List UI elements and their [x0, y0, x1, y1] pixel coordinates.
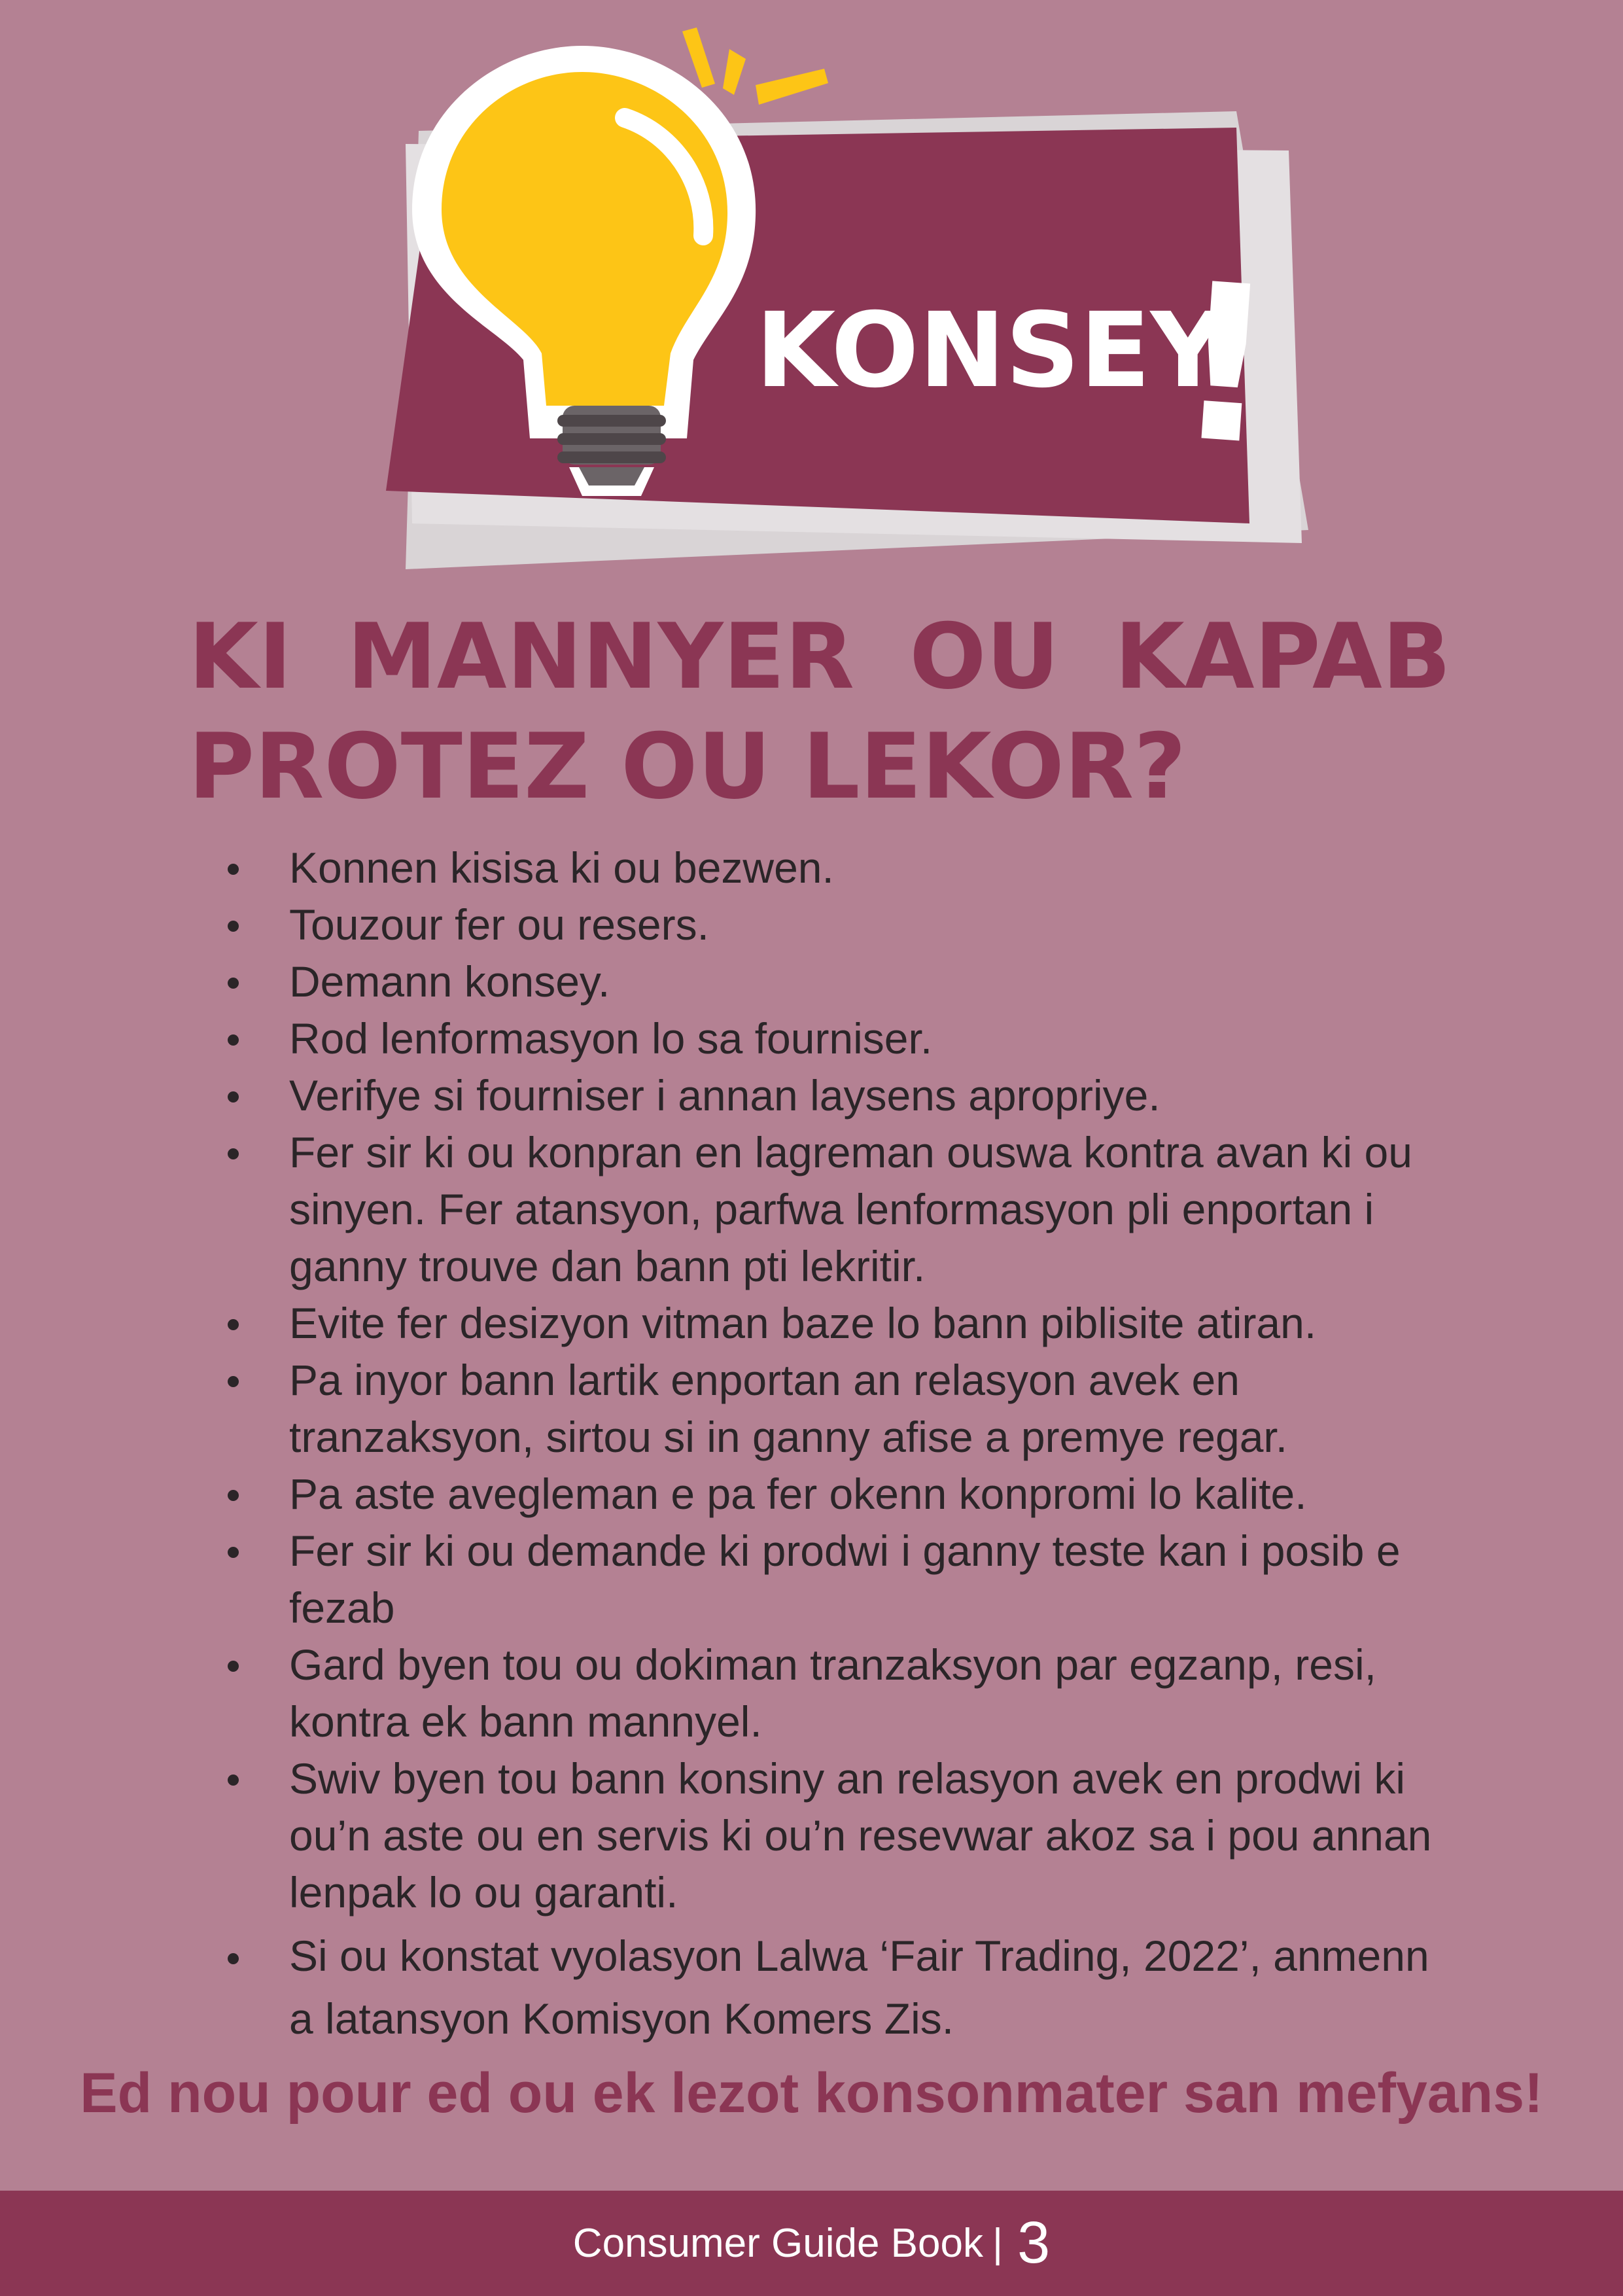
list-item: Touzour fer ou resers. [216, 896, 1459, 953]
list-item: Swiv byen tou bann konsiny an relasyon avek en prodwi ki ou’n aste ou en servis ki ou’n resevwar akoz sa i pou annan lenpak lo ou garanti. [216, 1750, 1459, 1921]
footer-bar [0, 2191, 1623, 2296]
list-item: Verifye si fourniser i annan laysens apropriye. [216, 1067, 1459, 1124]
list-item: Fer sir ki ou konpran en lagreman ouswa kontra avan ki ou sinyen. Fer atansyon, parfwa lenformasyon pli enportan i ganny trouve dan bann pti lekritir. [216, 1124, 1459, 1295]
page-title: KI MANNYER OU KAPAB PROTEZ OU LEKOR? [188, 604, 1451, 819]
list-item: Gard byen tou ou dokiman tranzaksyon par egzanp, resi, kontra ek bann mannyel. [216, 1636, 1459, 1750]
list-item: Si ou konstat vyolasyon Lalwa ‘Fair Trading, 2022’, anmenn a latansyon Komisyon Komers Zis. [216, 1924, 1459, 2050]
list-item: Konnen kisisa ki ou bezwen. [216, 839, 1459, 896]
list-item: Evite fer desizyon vitman baze lo bann piblisite atiran. [216, 1295, 1459, 1352]
banner-exclamation: ! [1167, 236, 1283, 494]
footer-label: Consumer Guide Book [572, 2221, 984, 2266]
tips-list [216, 839, 1459, 2050]
list-item: Fer sir ki ou demande ki prodwi i ganny teste kan i posib e fezab [216, 1523, 1459, 1636]
konsey-banner [366, 20, 1321, 582]
banner-title: KONSEY [756, 291, 1226, 411]
footer-separator: | [992, 2221, 1003, 2266]
closing-slogan: Ed nou pour ed ou ek lezot konsonmater san mefyans! [80, 2062, 1543, 2125]
list-item: Demann konsey. [216, 953, 1459, 1010]
list-item: Rod lenformasyon lo sa fourniser. [216, 1010, 1459, 1067]
idea-spark-icon [682, 27, 828, 105]
list-item: Pa aste avegleman e pa fer okenn konpromi lo kalite. [216, 1466, 1459, 1523]
page-number: 3 [1017, 2210, 1051, 2276]
list-item: Pa inyor bann lartik enportan an relasyon avek en tranzaksyon, sirtou si in ganny afise a premye regar. [216, 1352, 1459, 1466]
